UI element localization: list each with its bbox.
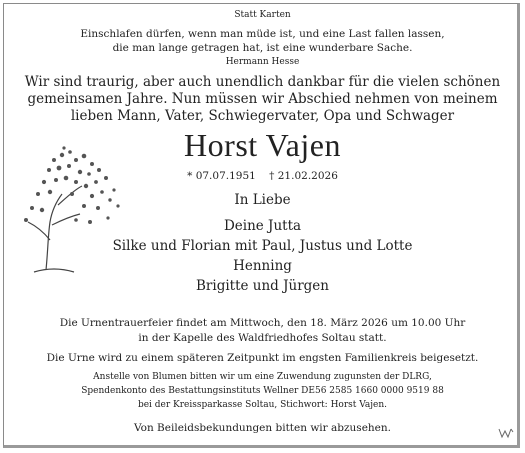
- quote-line-1: Einschlafen dürfen, wenn man müde ist, und eine Last fallen lassen,: [80, 28, 445, 40]
- intro-line-3: lieben Mann, Vater, Schwiegervater, Opa und Schwager: [70, 108, 455, 124]
- info-line-1: Die Urnentrauerfeier findet am Mittwoch, den 18. März 2026 um 10.00 Uhr: [59, 317, 466, 329]
- info-line-4: Anstelle von Blumen bitten wir um eine Zuwendung zugunsten der DLRG,: [93, 372, 432, 382]
- family-line-1: Deine Jutta: [223, 218, 302, 234]
- quote-line-2: die man lange getragen hat, ist eine wunderbare Sache.: [112, 42, 413, 54]
- deceased-name: Horst Vajen: [184, 127, 341, 163]
- family-line-4: Brigitte und Jürgen: [196, 278, 329, 294]
- life-dates: * 07.07.1951 † 21.02.2026: [187, 170, 338, 182]
- intro-line-1: Wir sind traurig, aber auch unendlich dankbar für die vielen schönen: [24, 74, 501, 90]
- family-line-3: Henning: [233, 258, 292, 274]
- info-line-7: Von Beileidsbekundungen bitten wir abzusehen.: [134, 422, 391, 434]
- statt-karten: Statt Karten: [234, 10, 291, 20]
- info-line-6: bei der Kreissparkasse Soltau, Stichwort: Horst Vajen.: [137, 400, 388, 410]
- info-line-3: Die Urne wird zu einem späteren Zeitpunkt im engsten Familienkreis beigesetzt.: [46, 352, 479, 364]
- in-liebe: In Liebe: [234, 192, 291, 208]
- quote-author: Hermann Hesse: [225, 57, 300, 67]
- publisher-mark-icon: [497, 426, 515, 443]
- info-line-2: in der Kapelle des Waldfriedhofes Soltau statt.: [138, 332, 387, 344]
- intro-line-2: gemeinsamen Jahre. Nun müssen wir Abschied nehmen von meinem: [27, 91, 498, 107]
- info-line-5: Spendenkonto des Bestattungsinstituts Wellner DE56 2585 1660 0000 9519 88: [81, 386, 444, 396]
- family-line-2: Silke und Florian mit Paul, Justus und Lotte: [112, 238, 413, 254]
